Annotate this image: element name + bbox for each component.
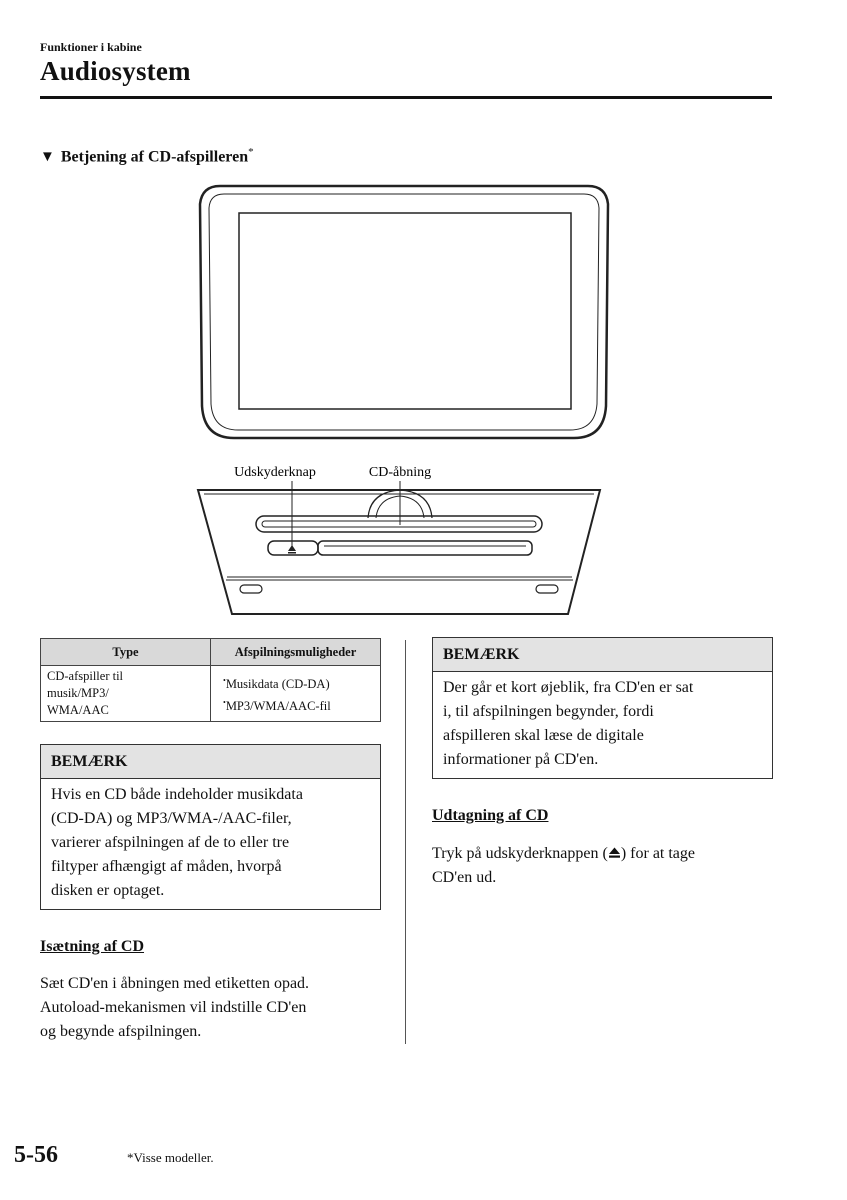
eject-text-after: ) for at tage [620,845,696,862]
note-body [41,779,380,909]
note-heading: BEMÆRK [41,745,380,779]
insert-heading: Isætning af CD [40,938,145,955]
cd-player-diagram [190,180,610,620]
note-body [433,672,772,778]
eject-icon [288,545,296,554]
bullet: • [223,676,226,686]
note-line: (CD-DA) og MP3/WMA-/AAC-filer, [51,810,292,827]
footnote: *Visse modeller. [127,1150,214,1165]
eject-heading: Udtagning af CD [432,807,549,824]
model-asterisk: * [248,146,254,158]
type-line: CD-afspiller til [47,669,124,683]
eject-line [432,842,695,866]
eject-text-before: Tryk på udskyderknappen ( [432,845,608,862]
eject-icon [608,846,621,859]
note-line: disken er optaget. [51,882,165,899]
mode-item [223,672,374,693]
note-line: varierer afspilningen af de to eller tre [51,834,290,851]
cd-faceplate [198,490,600,614]
eject-button-label: Udskyderknap [234,465,316,480]
table-header-row [41,639,381,666]
type-cell [41,666,211,722]
note-line: Hvis en CD både indeholder musikdata [51,786,303,803]
eject-text [432,842,695,890]
note-line: Der går et kort øjeblik, fra CD'en er sat [443,679,694,696]
page-title: Audiosystem [40,56,191,86]
title-rule [40,96,772,99]
type-line: WMA/AAC [47,703,109,717]
triangle-marker-icon: ▼ [40,149,55,166]
column-divider [405,640,406,1044]
display-unit [200,186,608,438]
mode-item [223,694,374,715]
page-number: 5-56 [14,1142,58,1168]
note-line: i, til afspilningen begynder, fordi [443,703,654,720]
playback-table [40,638,381,722]
eject-line: CD'en ud. [432,869,497,886]
table-row [41,666,381,722]
subsection-heading [40,146,254,166]
note-box-left [40,744,381,910]
modes-cell [211,666,381,722]
bullet: • [223,697,226,707]
note-line: informationer på CD'en. [443,751,599,768]
subsection-title: Betjening af CD-afspilleren [60,148,249,166]
header-type: Type [41,639,211,666]
mode-text: Musikdata (CD-DA) [225,677,330,692]
insert-line: og begynde afspilningen. [40,1023,202,1040]
insert-line: Autoload-mekanismen vil indstille CD'en [40,999,307,1016]
note-heading: BEMÆRK [433,638,772,672]
insert-text [40,972,309,1044]
note-line: afspilleren skal læse de digitale [443,727,644,744]
type-line: musik/MP3/ [47,686,109,700]
section-label: Funktioner i kabine [40,40,142,54]
cd-slot-label: CD-åbning [368,465,432,480]
note-line: filtyper afhængigt af måden, hvorpå [51,858,282,875]
insert-line: Sæt CD'en i åbningen med etiketten opad. [40,975,310,992]
mode-text: MP3/WMA/AAC-fil [225,698,331,713]
note-box-right [432,637,773,779]
header-modes: Afspilningsmuligheder [211,639,381,666]
